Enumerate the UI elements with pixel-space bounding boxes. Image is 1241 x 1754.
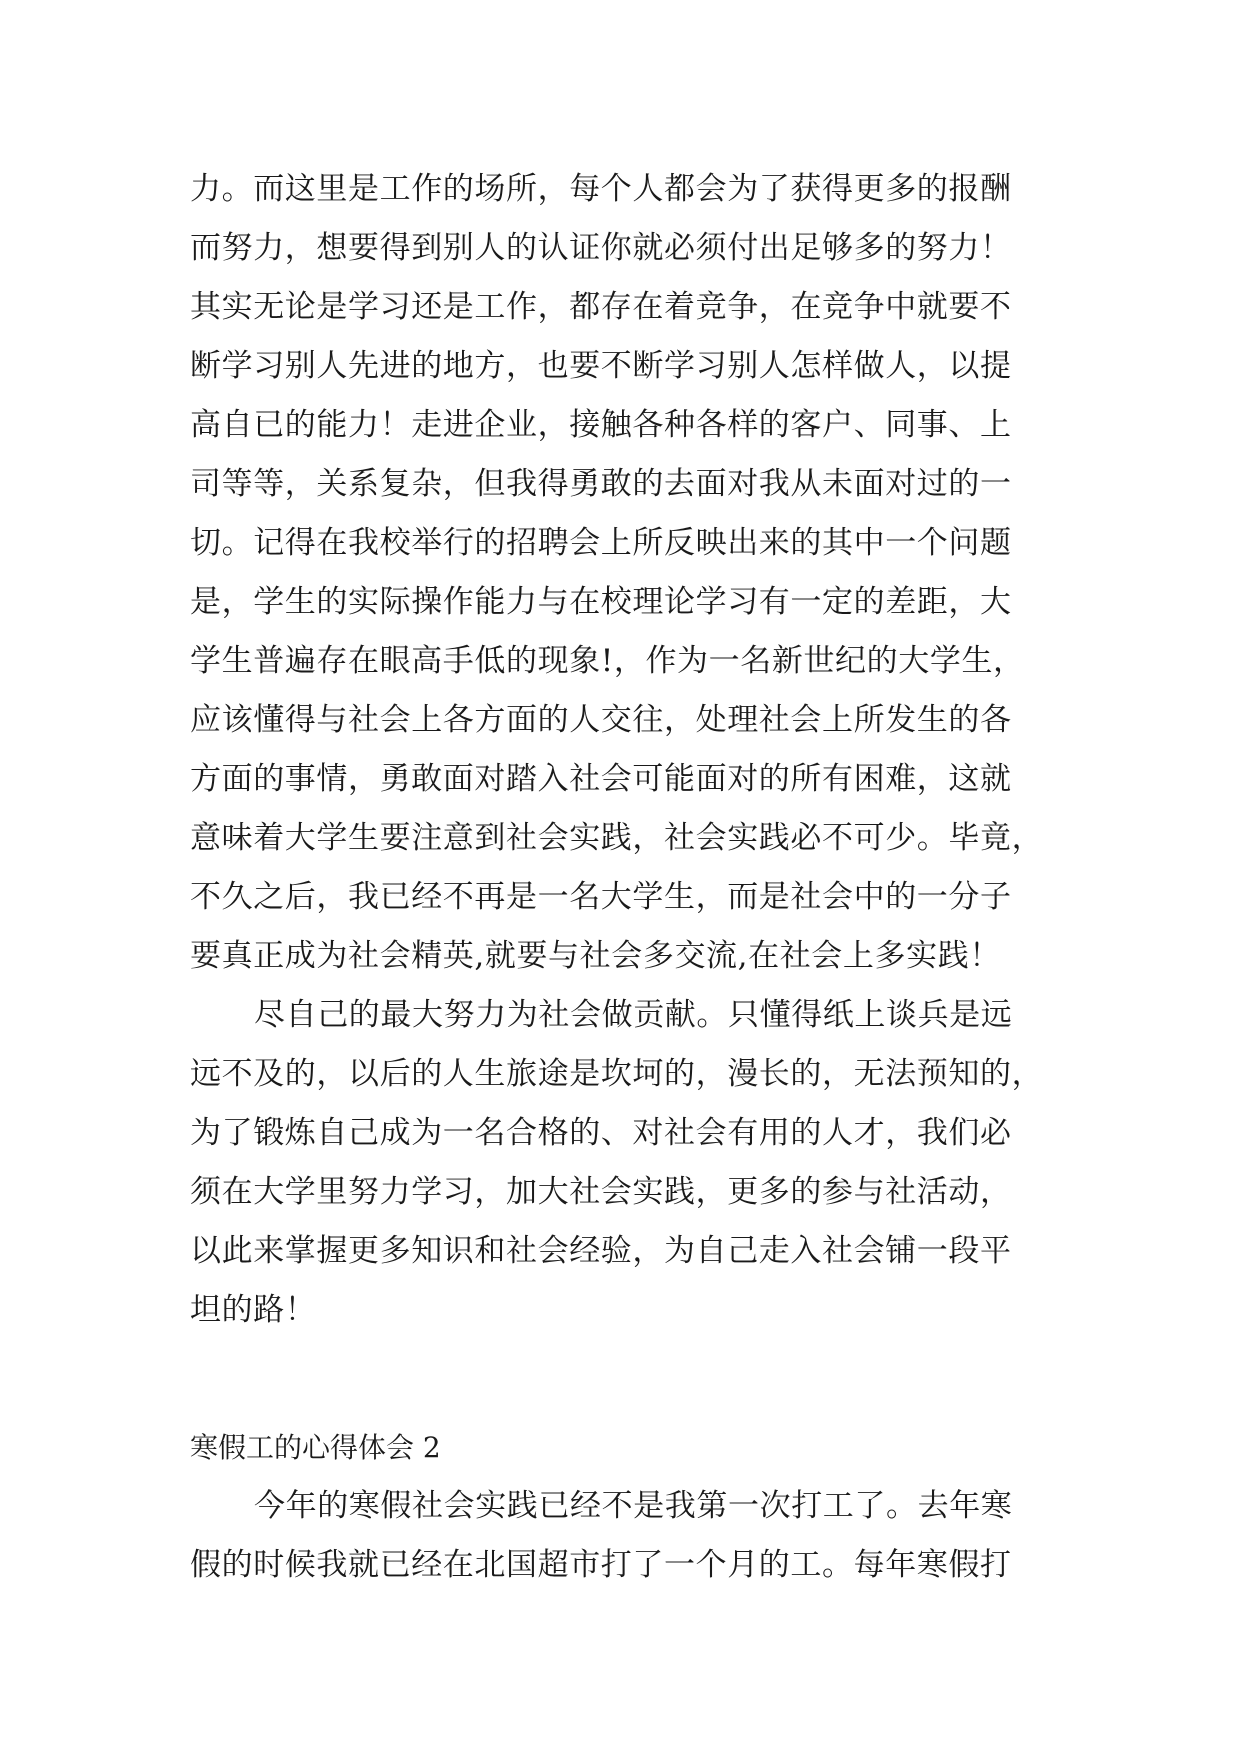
paragraph-2 — [190, 986, 1070, 1340]
text-line: 切。记得在我校举行的招聘会上所反映出来的其中一个问题 — [190, 525, 1012, 561]
text-line: 方面的事情，勇敢面对踏入社会可能面对的所有困难，这就 — [190, 761, 1012, 797]
text-line: 不久之后，我已经不再是一名大学生，而是社会中的一分子 — [190, 879, 1012, 915]
text-line: 其实无论是学习还是工作，都存在着竞争，在竞争中就要不 — [190, 289, 1012, 325]
text-line: 假的时候我就已经在北国超市打了一个月的工。每年寒假打 — [190, 1547, 1012, 1583]
text-line: 须在大学里努力学习，加大社会实践，更多的参与社活动， — [190, 1174, 1012, 1210]
text-line: 司等等，关系复杂，但我得勇敢的去面对我从未面对过的一 — [190, 466, 1012, 502]
text-line: 是，学生的实际操作能力与在校理论学习有一定的差距，大 — [190, 584, 1012, 620]
text-line: 断学习别人先进的地方，也要不断学习别人怎样做人，以提 — [190, 348, 1012, 384]
text-line: 高自已的能力！走进企业，接触各种各样的客户、同事、上 — [190, 407, 1012, 443]
text-line: 尽自己的最大努力为社会做贡献。只懂得纸上谈兵是远 — [254, 997, 1013, 1033]
text-line: 意味着大学生要注意到社会实践，社会实践必不可少。毕竟， — [190, 820, 1044, 856]
text-line: 要真正成为社会精英,就要与社会多交流,在社会上多实践！ — [190, 938, 1001, 974]
paragraph-1 — [190, 160, 1070, 986]
section-title: 寒假工的心得体会 2 — [190, 1431, 441, 1464]
text-line: 学生普遍存在眼高手低的现象!，作为一名新世纪的大学生， — [190, 643, 1025, 679]
text-line: 坦的路！ — [190, 1292, 317, 1328]
text-line: 以此来掌握更多知识和社会经验，为自己走入社会铺一段平 — [190, 1233, 1012, 1269]
text-line: 今年的寒假社会实践已经不是我第一次打工了。去年寒 — [254, 1488, 1013, 1524]
paragraph-3 — [190, 1477, 1070, 1595]
document-body — [190, 160, 1070, 1595]
text-line: 应该懂得与社会上各方面的人交往，处理社会上所发生的各 — [190, 702, 1012, 738]
text-line: 而努力，想要得到别人的认证你就必须付出足够多的努力！ — [190, 230, 1012, 266]
text-line: 力。而这里是工作的场所，每个人都会为了获得更多的报酬 — [190, 171, 1012, 207]
text-line: 远不及的，以后的人生旅途是坎坷的，漫长的，无法预知的， — [190, 1056, 1044, 1092]
text-line: 为了锻炼自己成为一名合格的、对社会有用的人才，我们必 — [190, 1115, 1012, 1151]
section-spacer — [190, 1340, 1070, 1418]
